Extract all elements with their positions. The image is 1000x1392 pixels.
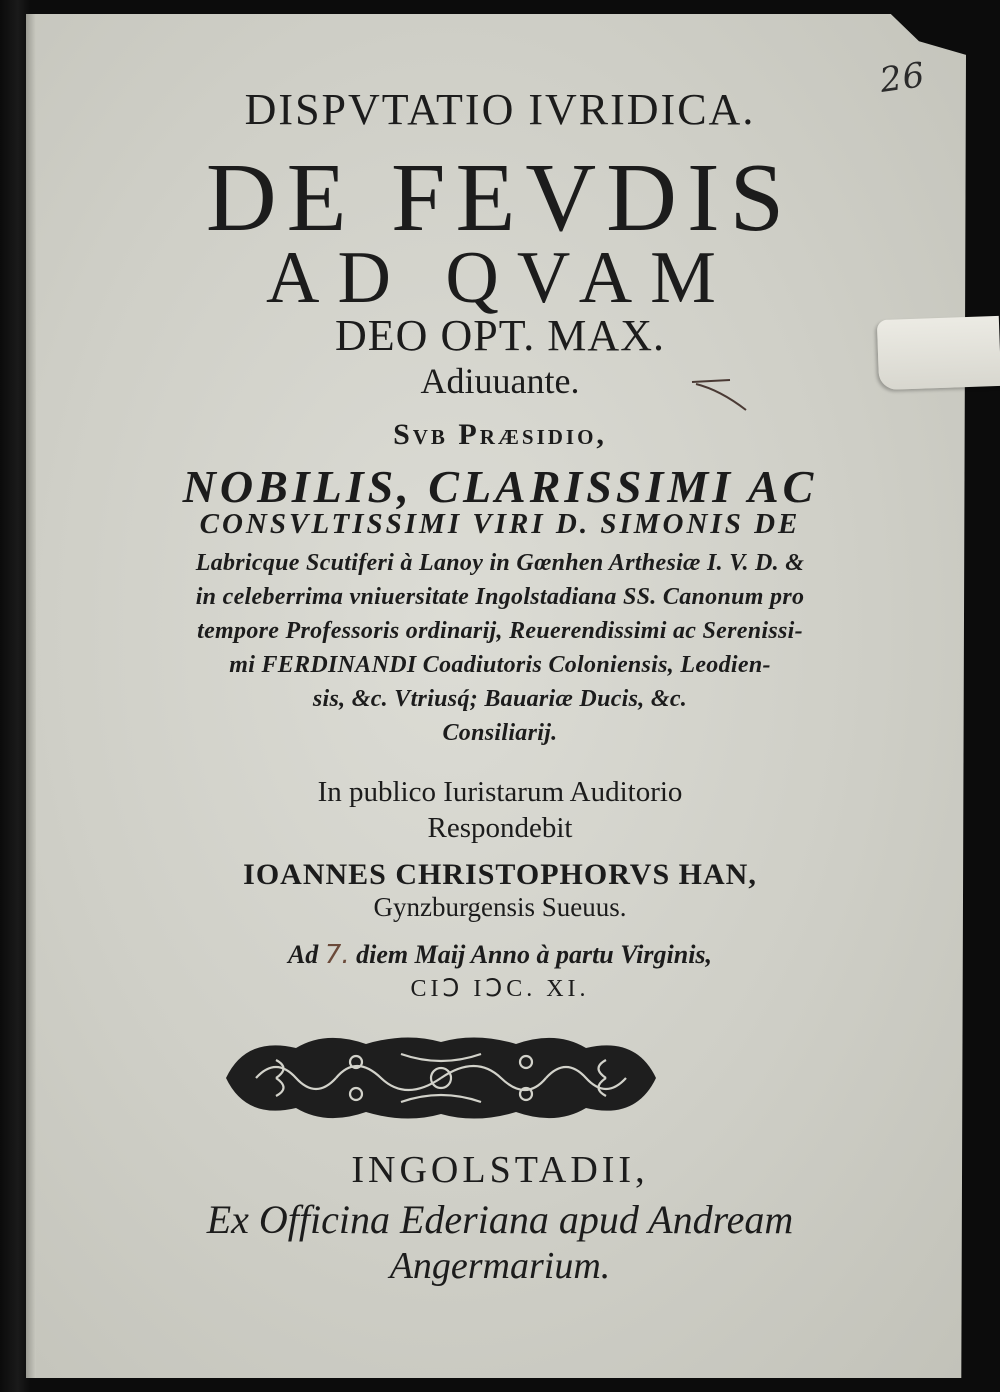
respondent-name: IOANNES CHRISTOPHORVS HAN, — [243, 858, 757, 891]
handwritten-day: 7. — [324, 940, 350, 970]
respondent-origin: Gynzburgensis Sueuus. — [373, 892, 627, 922]
respondebit-line: Respondebit — [427, 812, 573, 844]
body-line: sis, &c. Vtriusq́; Bauariæ Ducis, &c. — [312, 686, 688, 712]
title-block — [60, 0, 940, 1392]
date-suffix: diem Maij Anno à partu Virginis, — [356, 940, 713, 969]
body-line: in celeberrima vniuersitate Ingolstadiana SS. Canonum pro — [195, 584, 805, 610]
auditorium-line: In publico Iuristarum Auditorio — [317, 776, 683, 808]
title-line-2: AD QVAM — [266, 237, 734, 319]
year-line: CIↃ IↃC. XI. — [410, 976, 590, 1002]
body-line: Consiliarij. — [442, 720, 558, 746]
imprint-place: INGOLSTADII, — [351, 1149, 649, 1191]
title-line-3: DEO OPT. MAX. — [335, 311, 665, 360]
sub-praesidio: Svb Præsidio, — [393, 418, 607, 451]
date-prefix: Ad — [287, 940, 319, 969]
title-line-4: Adiuuante. — [420, 361, 580, 401]
date-line — [60, 940, 940, 970]
printers-ornament — [206, 1030, 676, 1126]
body-line: mi FERDINANDI Coadiutoris Coloniensis, Leodien- — [229, 652, 771, 678]
imprint-line-1: Ex Officina Ederiana apud Andream — [206, 1197, 794, 1242]
president-line-2: CONSVLTISSIMI VIRI D. SIMONIS DE — [199, 508, 801, 540]
body-line: Labricque Scutiferi à Lanoy in Gœnhen Arthesiæ I. V. D. & — [195, 550, 805, 576]
folio-number: 26 — [877, 55, 928, 101]
imprint-line-2: Angermarium. — [389, 1245, 611, 1287]
title-line-1: DE FEVDIS — [205, 144, 795, 252]
page-spine-edge — [26, 14, 36, 1378]
body-line: tempore Professoris ordinarij, Reuerendissimi ac Serenissi- — [197, 618, 803, 644]
president-line-1: NOBILIS, CLARISSIMI AC — [182, 461, 818, 512]
heading: DISPVTATIO IVRIDICA. — [244, 85, 756, 134]
